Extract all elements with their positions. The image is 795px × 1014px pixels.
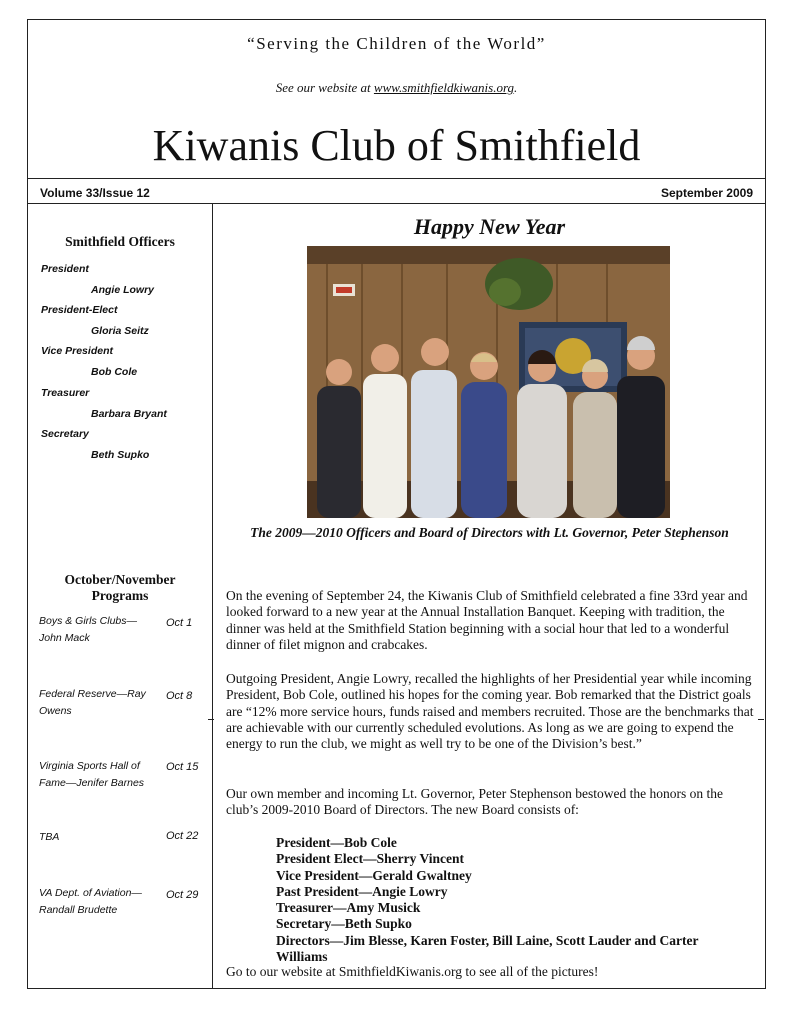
photo-caption: The 2009—2010 Officers and Board of Directors with Lt. Governor, Peter Stephenson [250, 525, 729, 540]
officer-role: President [41, 263, 89, 275]
group-photo [307, 246, 670, 518]
program-date: Oct 15 [166, 761, 199, 773]
program-name: VA Dept. of Aviation—Randall Brudette [39, 887, 142, 916]
program-date: Oct 1 [166, 617, 193, 629]
issue-bar [40, 184, 753, 202]
program-name: Federal Reserve—Ray Owens [39, 688, 146, 717]
article-paragraph-2: Outgoing President, Angie Lowry, recalled the highlights of her Presidential year while incoming President, Bob Cole, outlined his hopes for the coming year. Bob remarked that the District goals are “12% more service hours, funds raised and members recruited. Those are the benchmarks that are achievable with our currently scheduled evolutions. As long as we are going to expend the energy to run the club, we might as well try to be one of the Division’s best.” [226, 671, 754, 752]
issue-bar-divider [28, 203, 765, 204]
issue-date: September 2009 [660, 186, 753, 200]
officer-role: President-Elect [41, 304, 118, 316]
officer-role: Secretary [41, 428, 89, 440]
program-date: Oct 8 [166, 690, 193, 702]
header-divider [28, 178, 765, 179]
closing-line: Go to our website at SmithfieldKiwanis.org to see all of the pictures! [226, 964, 599, 979]
website-prefix: See our website at [275, 80, 374, 95]
column-tick-left [208, 719, 214, 720]
program-date: Oct 29 [166, 889, 199, 901]
board-member: President—Bob Cole [276, 835, 397, 850]
article-headline: Happy New Year [413, 214, 566, 239]
programs-title-line-2: Programs [91, 588, 149, 603]
masthead-title: Kiwanis Club of Smithfield [152, 121, 641, 170]
program-name: Boys & Girls Clubs—John Mack [39, 615, 138, 644]
board-list [276, 835, 746, 965]
program-name: Virginia Sports Hall of Fame—Jenifer Barnes [39, 760, 145, 789]
newsletter-frame [27, 19, 766, 989]
board-member: Secretary—Beth Supko [276, 916, 412, 932]
article-paragraph-1: On the evening of September 24, the Kiwanis Club of Smithfield celebrated a fine 33rd year and looked forward to a new year at the Annual Installation Banquet. Keeping with tradition, the dinner was held at the Smithfield Station beginning with a social hour that led to a wonderful dinner of filet mignon and crabcakes. [226, 588, 748, 652]
programs-title: October/November [64, 572, 176, 587]
motto: “Serving the Children of the World” [247, 34, 546, 53]
column-divider [212, 204, 213, 988]
volume-issue: Volume 33/Issue 12 [40, 186, 150, 200]
officer-role: Vice President [41, 345, 113, 357]
program-date: Oct 22 [166, 830, 199, 842]
officer-role: Treasurer [41, 387, 90, 399]
board-member: President Elect—Sherry Vincent [276, 851, 464, 867]
article-paragraph-3: Our own member and incoming Lt. Governor, Peter Stephenson bestowed the honors on the club’s 2009-2010 Board of Directors. The new Board consists of: [226, 786, 723, 818]
board-member: Past President—Angie Lowry [276, 883, 448, 899]
officer-name: Gloria Seitz [91, 325, 149, 337]
officer-name: Bob Cole [91, 366, 138, 378]
website-line [28, 80, 765, 96]
board-member: Treasurer—Amy Musick [276, 900, 421, 916]
column-tick-right [758, 719, 764, 720]
board-member: Directors—Jim Blesse, Karen Foster, Bill Laine, Scott Lauder and Carter Williams [276, 932, 699, 965]
officer-name: Barbara Bryant [91, 408, 167, 420]
officer-name: Beth Supko [91, 449, 150, 461]
board-member: Vice President—Gerald Gwaltney [276, 867, 472, 883]
website-suffix: . [514, 80, 518, 95]
officer-name: Angie Lowry [91, 284, 155, 296]
officers-title: Smithfield Officers [65, 234, 175, 249]
program-name: TBA [39, 831, 60, 843]
website-link[interactable]: www.smithfieldkiwanis.org [373, 80, 515, 95]
